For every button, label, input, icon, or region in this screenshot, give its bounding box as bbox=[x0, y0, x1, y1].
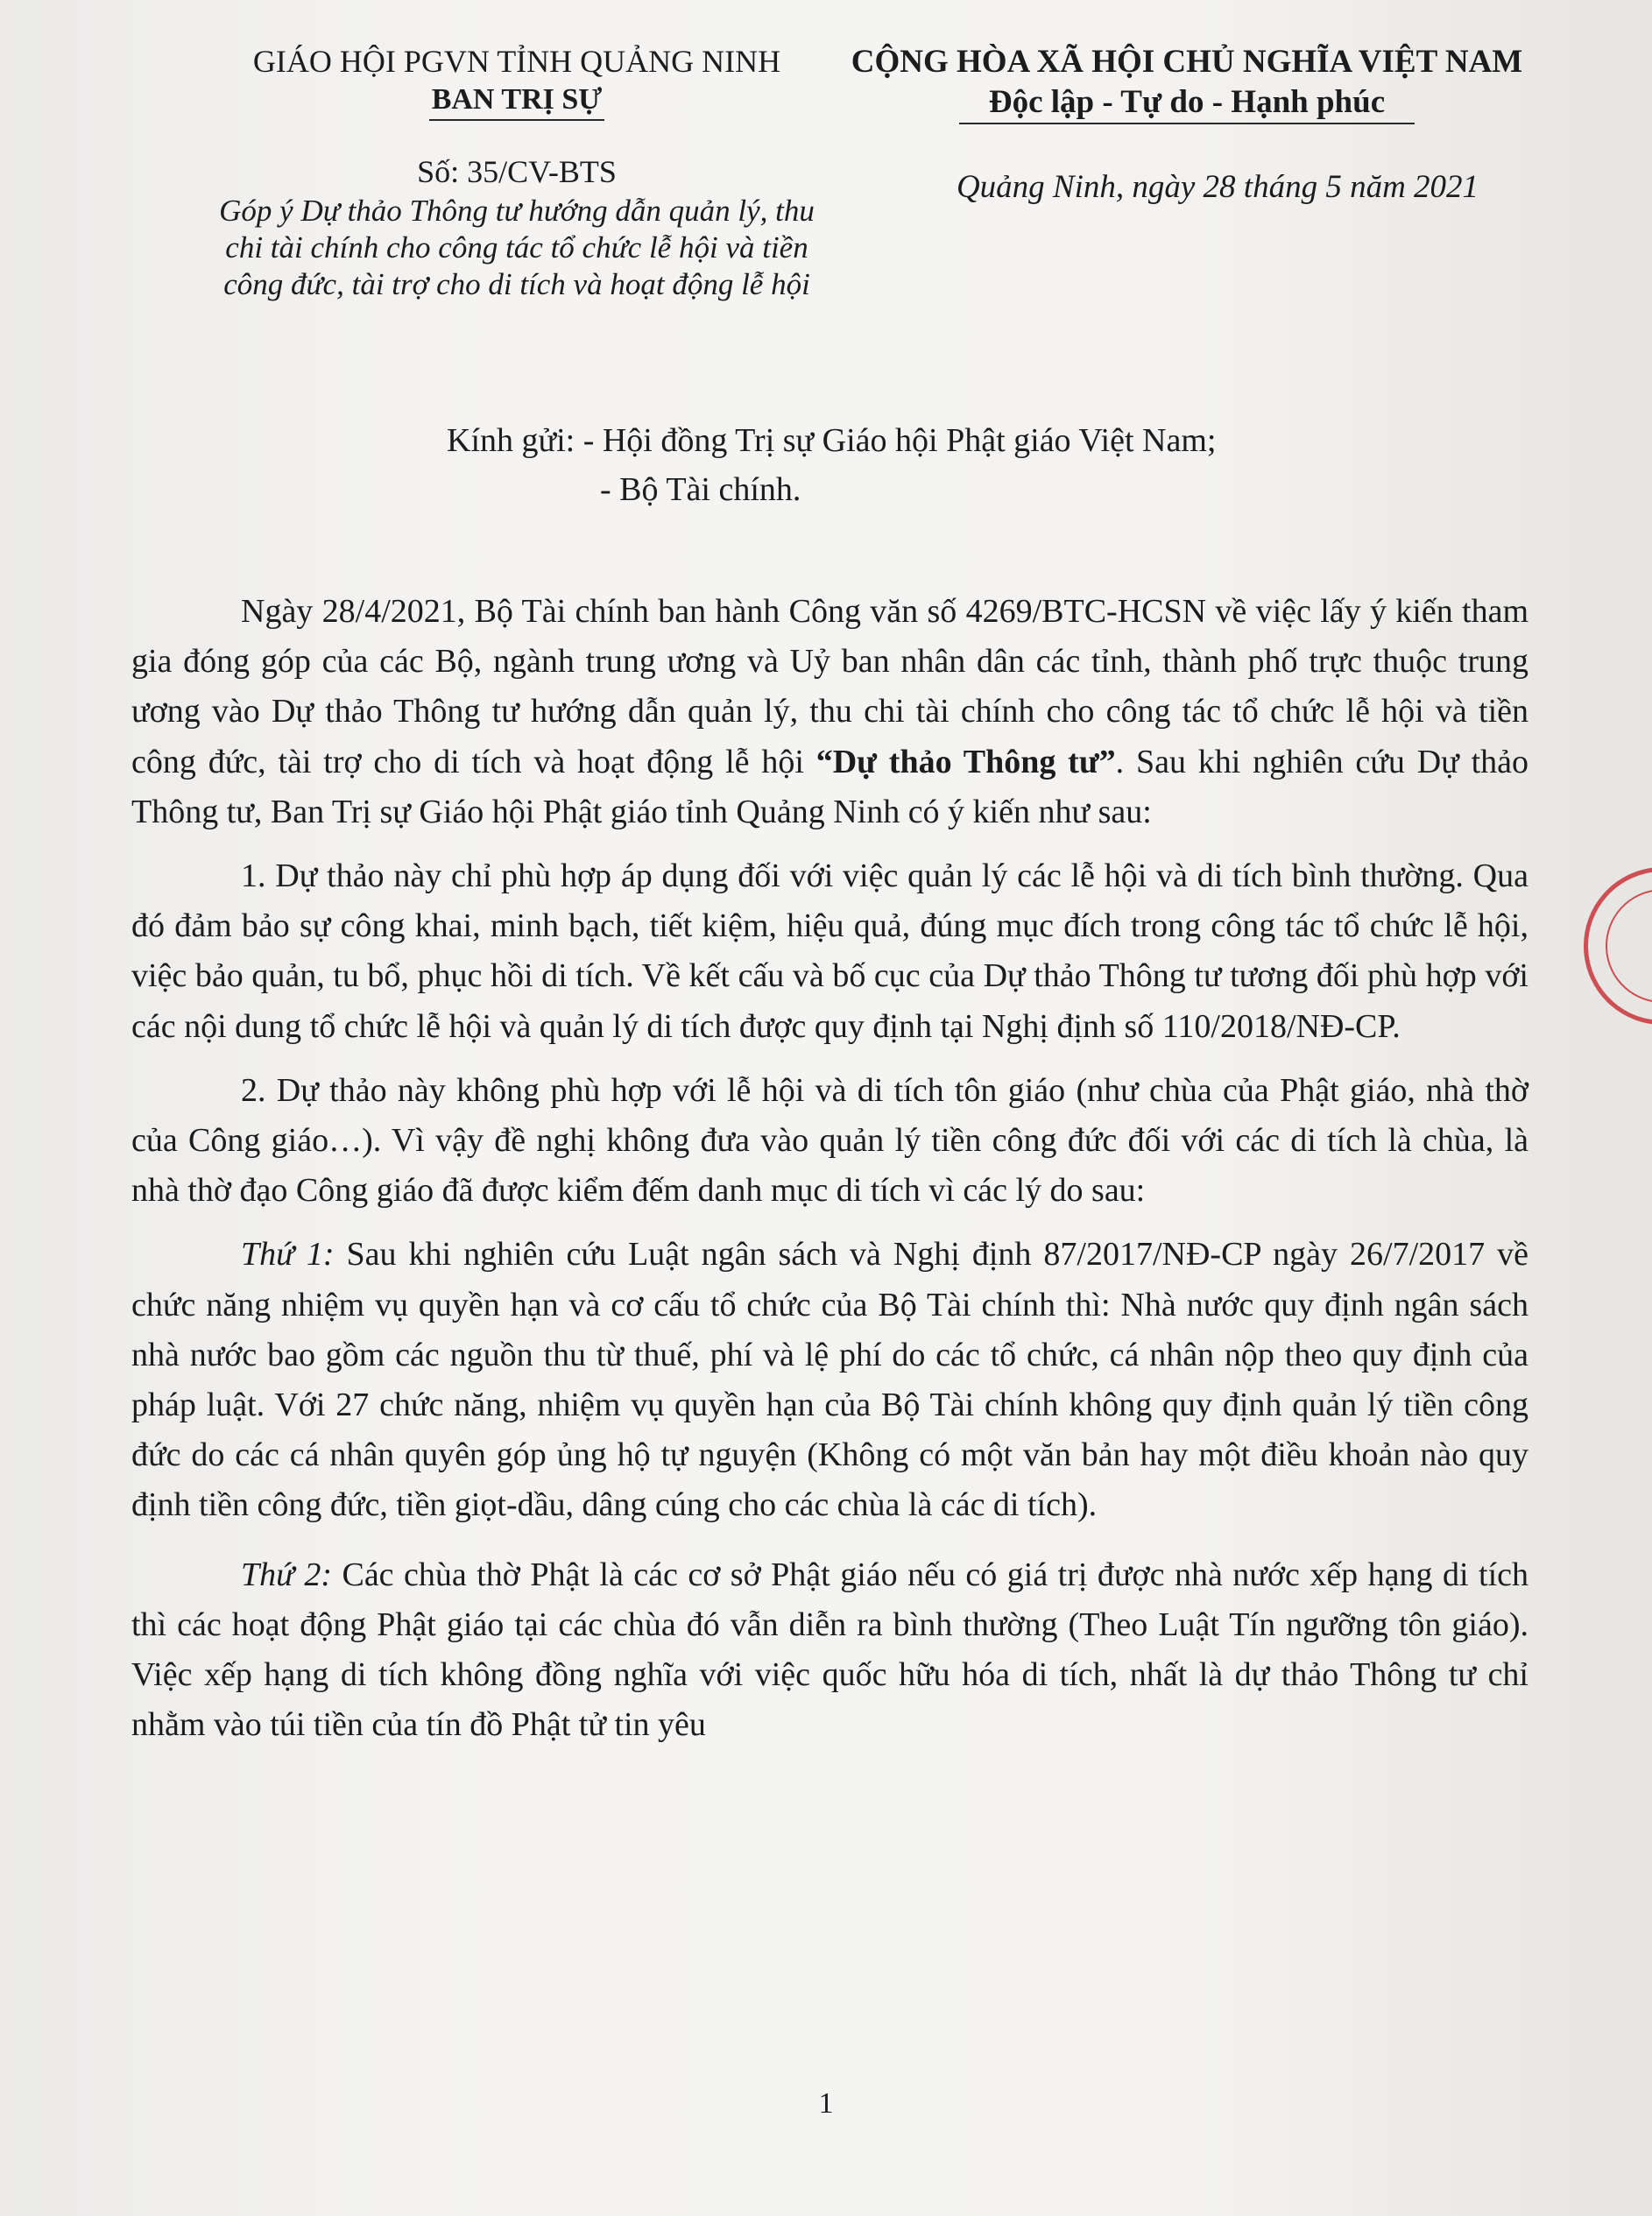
document-subject: Góp ý Dự thảo Thông tư hướng dẫn quản lý, thu chi tài chính cho công tác tổ chức lễ hội và tiền công đức, tài trợ cho di tích và hoạt động lễ hội bbox=[219, 194, 815, 301]
recipient-line-2: - Bộ Tài chính. bbox=[600, 471, 801, 508]
letter-body bbox=[131, 587, 1528, 1750]
paragraph-point-2: 2. Dự thảo này không phù hợp với lễ hội và di tích tôn giáo (như chùa của Phật giáo, nhà thờ của Công giáo…). Vì vậy đề nghị không đưa vào quản lý tiền công đức đối với các di tích là chùa, là nhà thờ đạo Công giáo đã được kiểm đếm danh mục di tích vì các lý do sau: bbox=[131, 1071, 1528, 1210]
paragraph-reason-1 bbox=[131, 1230, 1528, 1530]
department-name: BAN TRỊ SỰ bbox=[431, 83, 603, 116]
recipients bbox=[447, 416, 1216, 514]
reason-1-label: Thứ 1: bbox=[241, 1236, 335, 1274]
motto-underline bbox=[959, 123, 1415, 124]
paragraph-intro bbox=[131, 587, 1528, 837]
national-motto: Độc lập - Tự do - Hạnh phúc bbox=[988, 84, 1386, 120]
intro-text: Ngày 28/4/2021, Bộ Tài chính ban hành Công văn số 4269/BTC-HCSN về việc lấy ý kiến tham gia đóng góp của các Bộ, ngành trung ương và Uỷ ban nhân dân các tỉnh, thành phố trực thuộc trung ương vào Dự thảo Thông tư hướng dẫn quản lý, thu chi tài chính cho công tác tổ chức lễ hội và tiền công đức, tài trợ cho di tích và hoạt động lễ hội bbox=[131, 593, 1528, 780]
paragraph-reason-2 bbox=[131, 1550, 1528, 1751]
document-date: Quảng Ninh, ngày 28 tháng 5 năm 2021 bbox=[956, 169, 1479, 205]
intro-bold-term: “Dự thảo Thông tư” bbox=[815, 743, 1116, 780]
recipient-line-1: Kính gửi: - Hội đồng Trị sự Giáo hội Phật giáo Việt Nam; bbox=[447, 422, 1217, 459]
nation-header bbox=[815, 42, 1559, 124]
page-number: 1 bbox=[818, 2087, 834, 2120]
nation-name: CỘNG HÒA XÃ HỘI CHỦ NGHĨA VIỆT NAM bbox=[851, 44, 1523, 80]
reason-2-text: Các chùa thờ Phật là các cơ sở Phật giáo nếu có giá trị được nhà nước xếp hạng di tích thì các hoạt động Phật giáo tại các chùa đó vẫn diễn ra bình thường (Theo Luật Tín ngưỡng tôn giáo). Việc xếp hạng di tích không đồng nghĩa với việc quốc hữu hóa di tích, nhất là dự thảo Thông tư chỉ nhằm vào túi tiền của tín đồ Phật tử tin yêu bbox=[131, 1556, 1529, 1744]
paragraph-point-1: 1. Dự thảo này chỉ phù hợp áp dụng đối với việc quản lý các lễ hội và di tích bình thường. Qua đó đảm bảo sự công khai, minh bạch, tiết kiệm, hiệu quả, đúng mục đích trong công tác tổ chức lễ hội, việc bảo quản, tu bổ, phục hồi di tích. Về kết cấu và bố cục của Dự thảo Thông tư tương đối phù hợp với các nội dung tổ chức lễ hội và quản lý di tích được quy định tại Nghị định số 110/2018/NĐ-CP. bbox=[131, 857, 1528, 1045]
document-number: Số: 35/CV-BTS bbox=[417, 154, 617, 189]
intro-text-end: . Sau khi nghiên cứu Dự thảo Thông tư, Ban Trị sự Giáo hội Phật giáo tỉnh Quảng Ninh có ý kiến như sau: bbox=[131, 743, 1529, 830]
reason-2-label: Thứ 2: bbox=[241, 1556, 332, 1593]
reason-1-text: Sau khi nghiên cứu Luật ngân sách và Nghị định 87/2017/NĐ-CP ngày 26/7/2017 về chức năng nhiệm vụ quyền hạn và cơ cấu tổ chức của Bộ Tài chính thì: Nhà nước quy định ngân sách nhà nước bao gồm các nguồn thu từ thuế, phí và lệ phí do các tổ chức, cá nhân nộp theo quy định của pháp luật. Với 27 chức năng, nhiệm vụ quyền hạn của Bộ Tài chính không quy định quản lý tiền công đức do các cá nhân quyên góp ủng hộ tự nguyện (Không có một văn bản hay một điều khoản nào quy định tiền công đức, tiền giọt-dầu, dâng cúng cho các chùa là các di tích). bbox=[131, 1236, 1528, 1524]
red-seal-stamp bbox=[1562, 845, 1652, 1048]
issuer-header bbox=[201, 42, 832, 121]
department-underline bbox=[429, 119, 604, 121]
organization-name: GIÁO HỘI PGVN TỈNH QUẢNG NINH bbox=[252, 44, 781, 79]
seal-inner-ring bbox=[1590, 873, 1652, 1020]
